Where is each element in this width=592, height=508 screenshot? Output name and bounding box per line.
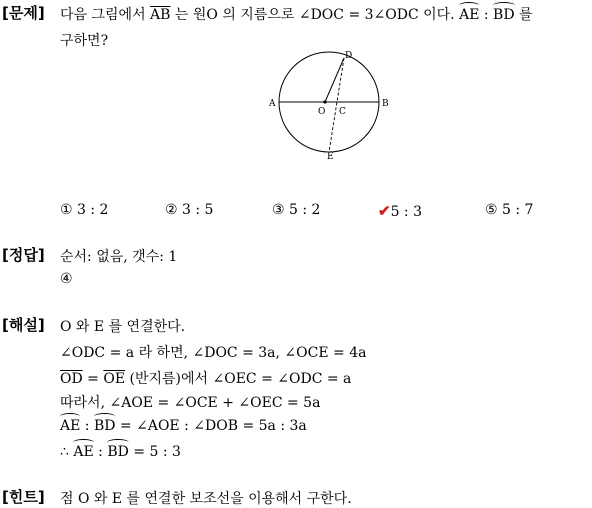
label-b: B [382, 99, 389, 109]
choice-2-number: ② [165, 202, 178, 218]
arc-bd-final: BD [107, 444, 129, 460]
problem-text-pre: 다음 그림에서 [60, 7, 151, 23]
arc-bd-text: BD [93, 418, 116, 434]
problem-label: [문제] [2, 4, 45, 22]
explanation-line3 [60, 368, 351, 388]
arc-ae: AE [459, 7, 480, 23]
choice-3[interactable] [272, 202, 320, 218]
center-point [323, 100, 326, 103]
choice-5-number: ⑤ [485, 202, 498, 218]
explanation-line5 [60, 418, 307, 434]
choice-1[interactable] [60, 202, 108, 218]
label-d: D [345, 51, 353, 61]
explanation-line4: 따라서, ∠AOE = ∠OCE + ∠OEC = 5a [60, 395, 321, 411]
segment-de [329, 58, 344, 152]
segment-od [325, 58, 344, 102]
hint-label: [힌트] [2, 488, 45, 506]
problem-colon: : [479, 7, 494, 23]
choice-3-text: 5 : 2 [289, 202, 321, 218]
choice-4-text: 5 : 3 [390, 204, 423, 220]
explanation-line6-post: = 5 : 3 [128, 444, 181, 460]
choice-5-text: 5 : 7 [502, 202, 534, 218]
checkmark-icon: ✔ [378, 202, 391, 220]
label-c: C [339, 107, 346, 117]
choice-3-number: ③ [272, 202, 285, 218]
label-e: E [327, 152, 334, 162]
label-a: A [269, 99, 276, 109]
explanation-line6 [60, 444, 181, 460]
problem-text-mid: 는 원O 의 지름으로 ∠DOC = 3∠ODC 이다. [170, 7, 460, 23]
arc-ae-text: AE [60, 418, 81, 434]
explanation-line1: O 와 E 를 연결한다. [60, 319, 186, 335]
circle-figure [266, 46, 396, 164]
explanation-line2: ∠ODC = a 라 하면, ∠DOC = 3a, ∠OCE = 4a [60, 345, 367, 361]
hint-text: 점 O 와 E 를 연결한 보조선을 이용해서 구한다. [60, 491, 352, 507]
explanation-line6-colon: : [93, 444, 108, 460]
explanation-line5-colon: : [80, 418, 94, 434]
answer-label: [정답] [2, 246, 45, 264]
choice-4[interactable] [378, 202, 422, 220]
segment-ab: $\overline{AB}$ [150, 7, 171, 23]
choice-2-text: 3 : 5 [182, 202, 214, 218]
answer-line2: ④ [60, 271, 73, 287]
choice-2[interactable] [165, 202, 213, 218]
problem-text-line2: 구하면? [60, 33, 109, 49]
arc-bd: BD [493, 7, 515, 23]
choice-1-number: ① [60, 202, 73, 218]
label-o: O [318, 107, 326, 117]
segment-od-text: $\overline{OD}$ [60, 371, 83, 387]
problem-text-post: 를 [514, 7, 533, 23]
problem-text-line1 [60, 4, 533, 24]
explanation-line3-eq: = [82, 371, 104, 387]
therefore-symbol: ∴ [60, 444, 74, 460]
explanation-line3-post: (반지름)에서 ∠OEC = ∠ODC = a [125, 371, 352, 387]
answer-line1: 순서: 없음, 갯수: 1 [60, 249, 178, 265]
explanation-line5-post: = ∠AOE : ∠DOB = 5a : 3a [115, 418, 307, 434]
segment-oe-text: $\overline{OE}$ [103, 371, 126, 387]
choice-5[interactable] [485, 202, 533, 218]
explanation-label: [해설] [2, 316, 45, 334]
choice-1-text: 3 : 2 [77, 202, 109, 218]
arc-ae-final: AE [73, 444, 94, 460]
